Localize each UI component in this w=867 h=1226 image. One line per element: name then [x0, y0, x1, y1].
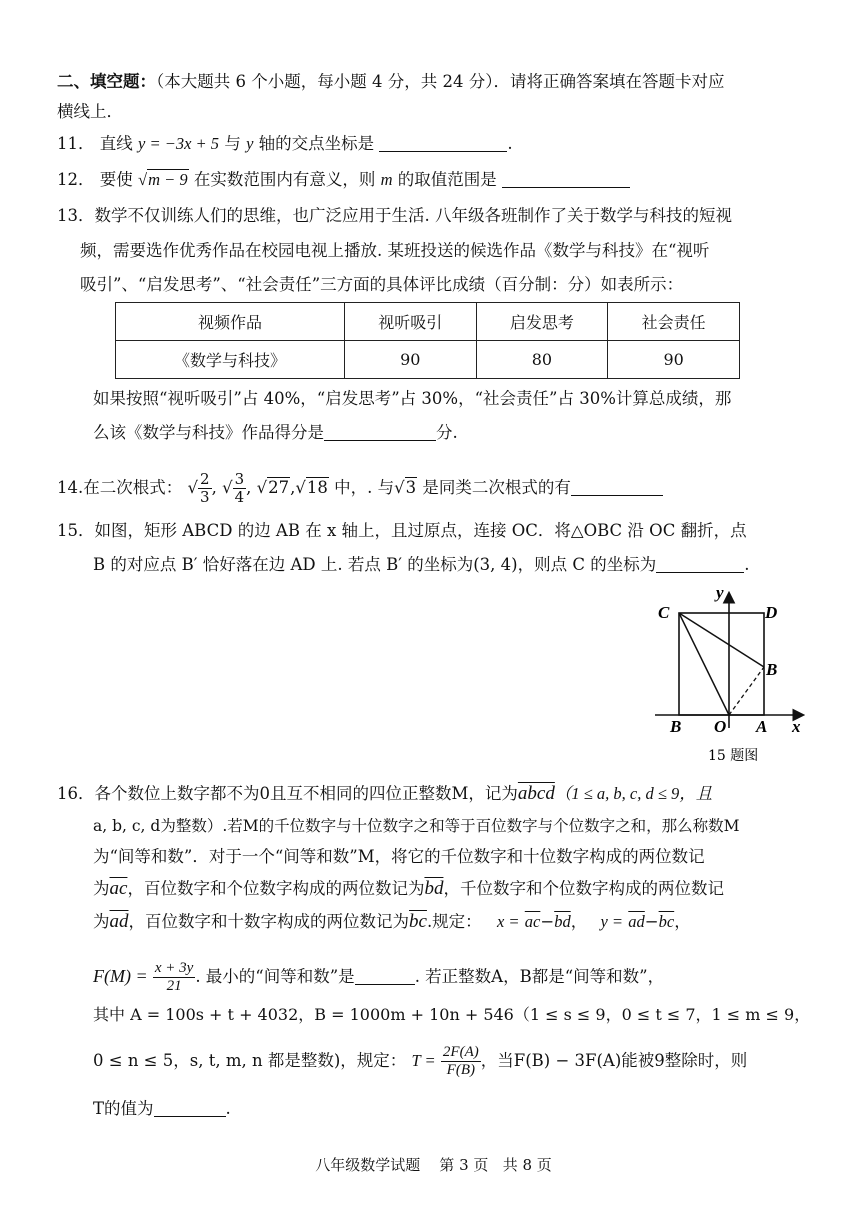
footer-page: 第 3 页 — [439, 1156, 489, 1174]
table-header: 视听吸引 — [344, 303, 476, 341]
question-14: 14.在二次根式： √ $\frac{2}{3}$ , √ $\frac{3}{4}$ , √27,√18 中，. 与√3 是同类二次根式的有 — [57, 468, 663, 508]
question-text: 数学不仅训练人们的思维，也广泛应用于生活. 八年级各班制作了关于数学与科技的短视 — [94, 206, 732, 225]
answer-blank[interactable] — [355, 966, 415, 985]
axis-variable: y — [246, 134, 254, 153]
question-text: .规定： — [426, 912, 482, 931]
question-number: 13． — [57, 206, 95, 225]
segment-ob-prime — [729, 667, 764, 715]
figure-caption: 15 题图 — [708, 748, 759, 764]
question-text: . 最小的“间等和数”是 — [195, 967, 355, 986]
question-text: B 的对应点 B′ 恰好落在边 AD 上. 若点 B′ 的坐标为(3, 4)，则点 C 的坐标为 — [93, 555, 657, 574]
denominator: 21 — [166, 978, 182, 994]
radicand: 3 — [405, 478, 417, 497]
sqrt: √27 — [256, 478, 290, 497]
radicand: 27 — [268, 478, 290, 497]
question-16-line2: a, b, c, d为整数）.若M的千位数字与十位数字之和等于百位数字与个位数字之和，那么称数M — [93, 817, 740, 835]
sqrt: √18 — [295, 478, 328, 497]
question-text: 要使 — [99, 170, 133, 189]
period: . — [225, 1099, 231, 1118]
question-text: . 若正整数A，B都是“间等和数”， — [414, 967, 665, 986]
question-13-line3: 吸引”、“启发思考”、“社会责任”三方面的具体评比成绩（百分制：分）如表所示： — [80, 275, 684, 294]
overline-bd: $\overline{bd}$ — [554, 912, 571, 931]
overline-bc: $\overline{bc}$ — [658, 912, 675, 931]
question-text: 在二次根式： — [83, 478, 183, 497]
question-16-line4 — [93, 878, 724, 900]
question-text: 的取值范围是 — [397, 170, 497, 189]
question-13-line1 — [57, 205, 732, 227]
question-16-line6 — [93, 955, 664, 998]
answer-blank[interactable] — [154, 1098, 226, 1117]
period: . — [744, 555, 750, 574]
question-11 — [57, 133, 513, 155]
fraction — [153, 960, 195, 995]
question-text: ，当F(B) − 3F(A)能被9整除时，则 — [480, 1051, 748, 1070]
table-header-row — [116, 303, 740, 341]
question-13-line4: 如果按照“视听吸引”占 40%，“启发思考”占 30%，“社会责任”占 30%计算总成绩，那 — [93, 389, 732, 408]
footer-subject: 八年级数学试题 — [315, 1156, 421, 1174]
question-text: 中，. 与 — [334, 478, 395, 497]
sqrt-fraction: √ $\frac{2}{3}$ — [187, 470, 210, 506]
numerator: 2 — [200, 470, 210, 488]
table-header: 社会责任 — [608, 303, 740, 341]
overline-ac: $\overline{ac}$ — [524, 912, 541, 931]
denominator: 4 — [234, 488, 245, 506]
question-text: 为 — [93, 879, 110, 898]
table-row — [116, 341, 740, 379]
question-text: ，百位数字和十数字构成的两位数记为 — [128, 912, 409, 931]
question-16-line8 — [93, 1040, 747, 1082]
table-cell: 90 — [608, 341, 740, 379]
numerator: x + 3y — [154, 960, 194, 976]
question-text: 为 — [93, 912, 110, 931]
numerator: 2F(A) — [442, 1044, 479, 1060]
t-definition: T = — [411, 1051, 436, 1070]
question-13-line2: 频，需要选作优秀作品在校园电视上播放. 某班投送的候选作品《数学与科技》在“视听 — [80, 241, 710, 260]
question-text: 0 ≤ n ≤ 5，s, t, m, n 都是整数)，规定： — [93, 1051, 407, 1070]
radicand: 18 — [306, 478, 328, 497]
label-d: D — [765, 603, 778, 622]
question-number: 16． — [57, 784, 95, 803]
answer-blank[interactable] — [324, 422, 436, 441]
table-cell: 《数学与科技》 — [116, 341, 345, 379]
question-number: 14. — [57, 478, 84, 497]
label-y: y — [716, 583, 724, 602]
variable: m — [380, 170, 393, 189]
question-12 — [57, 169, 630, 191]
y-definition: y = — [600, 912, 624, 931]
x-definition: x = — [496, 912, 520, 931]
label-b: B — [670, 717, 682, 736]
question-number: 15． — [57, 521, 95, 540]
question-16-line9 — [93, 1098, 231, 1120]
table-header: 视频作品 — [116, 303, 345, 341]
label-c: C — [658, 603, 670, 622]
section-header — [57, 71, 724, 93]
page-footer — [0, 1154, 867, 1175]
f-definition: F(M) = — [93, 966, 148, 986]
line-equation: y = −3x + 5 — [138, 134, 220, 153]
section-title: 二、填空题： — [57, 72, 156, 91]
question-13-line5 — [93, 422, 458, 444]
overline-abcd: abcd — [517, 783, 555, 804]
question-text: ，百位数字和个位数字构成的两位数记为 — [127, 879, 425, 898]
score-table — [115, 302, 740, 379]
label-o: O — [714, 717, 727, 736]
overline-ad: $\overline{ad}$ — [628, 912, 645, 931]
section-instruction: （本大题共 6 个小题，每小题 4 分，共 24 分）．请将正确答案填在答题卡对应 — [156, 72, 725, 91]
question-15-line1 — [57, 520, 747, 542]
question-16-line7: 其中 A = 100s + t + 4032，B = 1000m + 10n + 546（1 ≤ s ≤ 9，0 ≤ t ≤ 7，1 ≤ m ≤ 9， — [93, 1005, 811, 1024]
table-cell: 90 — [344, 341, 476, 379]
label-b-prime: B — [766, 660, 778, 679]
sqrt-expression: √m − 9 — [138, 170, 188, 189]
denominator: 3 — [200, 488, 210, 506]
label-a: A — [756, 717, 768, 736]
question-number: 12． — [57, 170, 95, 189]
question-text: 分. — [436, 423, 458, 442]
overline-bc: $\overline{bc}$ — [409, 911, 427, 932]
fraction — [198, 471, 212, 506]
question-16-line5: 为$\overline{ad}$，百位数字和十数字构成的两位数记为$\overline{bc}$.规定： $x = \overline{ac}-\overline{bd}$， $y = \overline{ad}-\overline{bc}$， — [93, 911, 691, 932]
numerator: 3 — [234, 470, 245, 488]
question-text: 轴的交点坐标是 — [258, 134, 375, 153]
question-16-line3: 为“间等和数”．对于一个“间等和数”M，将它的千位数字和十位数字构成的两位数记 — [93, 847, 705, 866]
overline-bd: $\overline{bd}$ — [424, 878, 444, 899]
overline-ac: $\overline{ac}$ — [109, 878, 128, 899]
period: . — [507, 134, 513, 153]
answer-blank[interactable] — [571, 477, 663, 496]
question-text: 如图，矩形 ABCD 的边 AB 在 x 轴上，且过原点，连接 OC．将△OBC 沿 OC 翻折，点 — [94, 521, 747, 540]
overline-ad: $\overline{ad}$ — [109, 911, 129, 932]
question-text: 是同类二次根式的有 — [422, 478, 571, 497]
question-text: （1 ≤ a, b, c, d ≤ 9，且 — [554, 784, 713, 803]
answer-blank[interactable] — [502, 169, 630, 188]
question-text: 在实数范围内有意义，则 — [193, 170, 376, 189]
fraction — [441, 1044, 481, 1079]
question-number: 11． — [57, 134, 95, 153]
denominator: F(B) — [446, 1062, 475, 1078]
table-header: 启发思考 — [476, 303, 608, 341]
question-text: 各个数位上数字都不为0且互不相同的四位正整数M，记为 — [94, 784, 518, 803]
label-x: x — [792, 717, 801, 736]
fraction — [233, 471, 247, 506]
question-text: 与 — [224, 134, 241, 153]
question-16-line1 — [57, 783, 712, 805]
question-text: 直线 — [99, 134, 133, 153]
radicand: m − 9 — [148, 170, 188, 189]
figure-15 — [650, 580, 820, 770]
question-15-line2 — [93, 554, 749, 576]
sqrt: √3 — [394, 478, 417, 497]
sqrt-fraction: √ $\frac{3}{4}$ — [222, 470, 245, 506]
question-text: 么该《数学与科技》作品得分是 — [93, 423, 324, 442]
answer-blank[interactable] — [656, 554, 744, 573]
answer-blank[interactable] — [379, 133, 507, 152]
table-cell: 80 — [476, 341, 608, 379]
footer-total: 共 8 页 — [502, 1156, 552, 1174]
section-instruction-cont: 横线上． — [57, 102, 123, 121]
question-text: T的值为 — [93, 1099, 154, 1118]
question-text: ，千位数字和个位数字构成的两位数记 — [443, 879, 724, 898]
